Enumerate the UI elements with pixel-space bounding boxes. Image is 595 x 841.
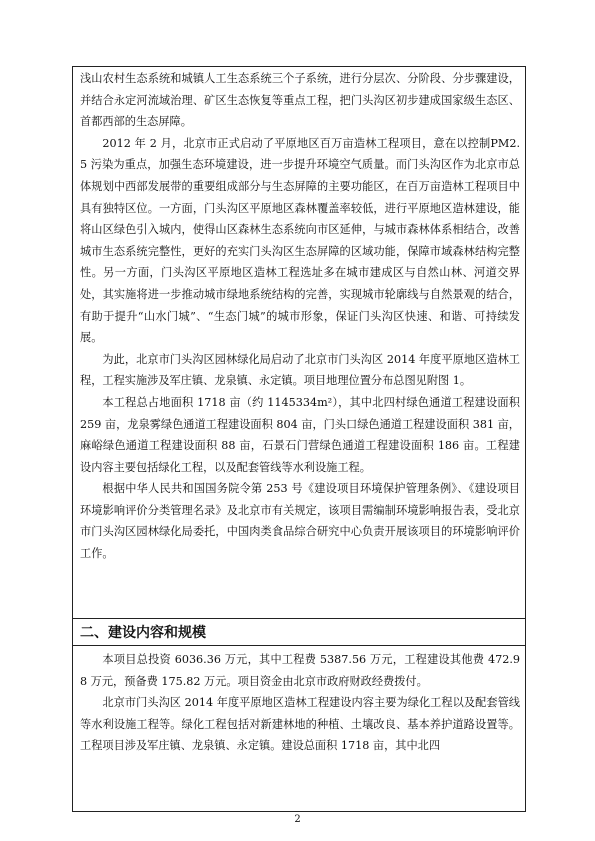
- paragraph-area: 本工程总占地面积 1718 亩（约 1145334m²），其中北四村绿色通道工程建设面积 259 亩，龙泉雾绿色通道工程建设面积 804 亩，门头口绿色通道工程建设面积 381 亩，麻峪绿色通道工程建设面积 88 亩，石景石门营绿色通道工程建设面积 186 亩。工程建设内容主要包括绿化工程，以及配套管线等水利设施工程。: [80, 395, 520, 474]
- body-text: [80, 68, 520, 565]
- paragraph-investment: 本项目总投资 6036.36 万元，其中工程费 5387.56 万元，工程建设其他费 472.98 万元，预备费 175.82 万元。项目资金由北京市政府财政经费拨付。: [80, 653, 520, 688]
- paragraph-construction: 北京市门头沟区 2014 年度平原地区造林工程建设内容主要为绿化工程以及配套管线等水利设施工程等。绿化工程包括对新建林地的种植、土壤改良、基本养护道路设置等。工程项目涉及军庄镇、龙泉镇、永定镇。建设总面积 1718 亩，其中北四: [80, 696, 520, 753]
- paragraph-regulation: 根据中华人民共和国国务院令第 253 号《建设项目环境保护管理条例》、《建设项目环境影响评价分类管理名录》及北京市有关规定，该项目需编制环境影响报告表，受北京市门头沟区园林绿化局委托，中国肉类食品综合研究中心负责开展该项目的环境影响评价工作。: [80, 482, 520, 561]
- paragraph-project-start: 为此，北京市门头沟区园林绿化局启动了北京市门头沟区 2014 年度平原地区造林工程，工程实施涉及军庄镇、龙泉镇、永定镇。项目地理位置分布总图见附图 1。: [80, 352, 520, 388]
- paragraph-pm25: 2012 年 2 月，北京市正式启动了平原地区百万亩造林工程项目，意在以控制PM2.5 污染为重点，加强生态环境建设，进一步提升环境空气质量。而门头沟区作为北京市总体规划中西部发展带的重要组成部分与生态屏障的主要功能区，在百万亩造林工程项目中具有独特区位。一方面，门头沟区平原地区森林覆盖率较低，进行平原地区造林建设，能将山区绿色引入城内，使得山区森林生态系统向市区延伸，与城市森林体系相结合，改善城市生态系统完整性，更好的充实门头沟区生态屏障的区域功能，保障市域森林结构完整性。另一方面，门头沟区平原地区造林工程选址多在城市建成区与自然山林、河道交界处，其实施将进一步推动城市绿地系统结构的完善，实现城市轮廓线与自然景观的结合，有助于提升“山水门城”、“生态门城”的城市形象，保证门头沟区快速、和谐、可持续发展。: [80, 136, 520, 345]
- page-number: 2: [294, 814, 301, 825]
- section-body: [80, 649, 520, 757]
- section-header: [72, 618, 526, 646]
- section-title: 二、建设内容和规模: [80, 625, 206, 641]
- paragraph-continued: 浅山农村生态系统和城镇人工生态系统三个子系统，进行分层次、分阶段、分步骤建设，并结合永定河流域治理、矿区生态恢复等重点工程，把门头沟区初步建成国家级生态区、首都西部的生态屏障。: [80, 72, 520, 129]
